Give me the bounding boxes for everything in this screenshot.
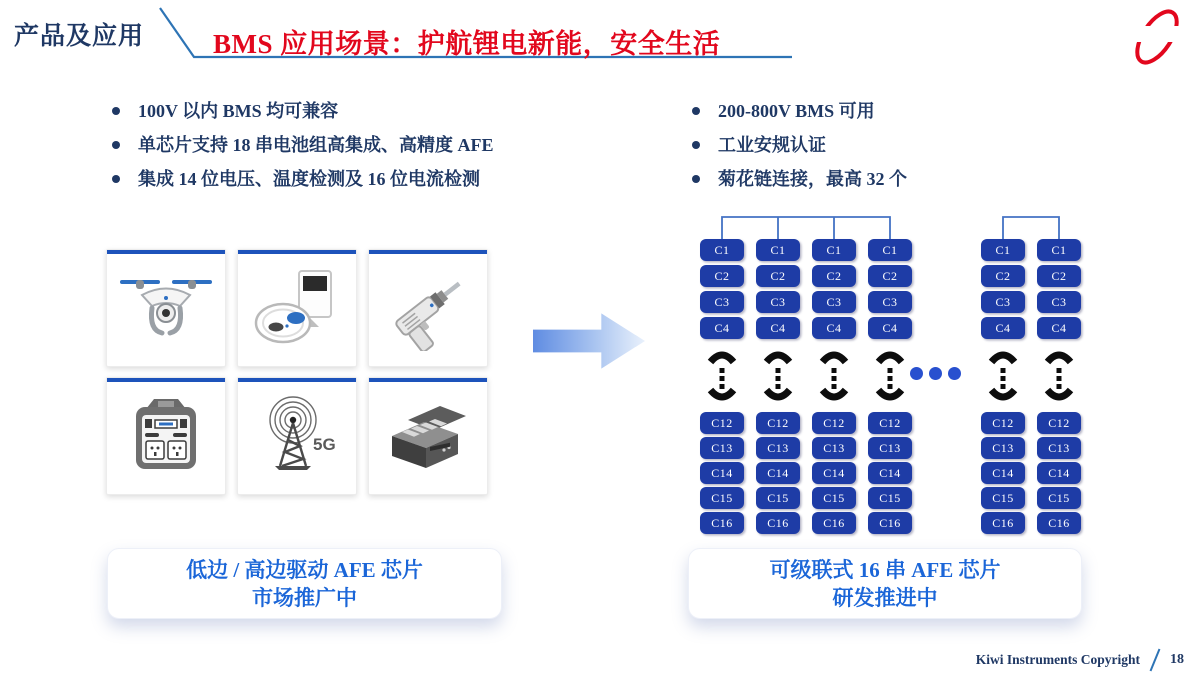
battery-cell: C1 — [868, 239, 912, 261]
battery-cell: C3 — [700, 291, 744, 313]
battery-cell: C14 — [756, 462, 800, 484]
bullet-dot-icon — [692, 175, 700, 183]
battery-cell: C14 — [1037, 462, 1081, 484]
5g-base-station-icon — [247, 392, 347, 480]
battery-cell: C12 — [700, 412, 744, 434]
portable-power-station-icon — [118, 393, 214, 479]
daisy-chain-diagram — [690, 205, 1100, 545]
bullet-item — [112, 135, 582, 155]
battery-cell: C4 — [868, 317, 912, 339]
bullet-text: 200-800V BMS 可用 — [718, 101, 875, 121]
cell-column — [812, 239, 856, 537]
bullet-text: 100V 以内 BMS 均可兼容 — [138, 101, 339, 121]
battery-cell: C12 — [981, 412, 1025, 434]
app-card-battery-pack — [368, 377, 488, 495]
battery-cell: C12 — [812, 412, 856, 434]
battery-cell: C3 — [756, 291, 800, 313]
battery-cell: C15 — [981, 487, 1025, 509]
battery-cell: C16 — [1037, 512, 1081, 534]
battery-cell: C1 — [756, 239, 800, 261]
bullet-dot-icon — [692, 141, 700, 149]
app-card-5g-base-station — [237, 377, 357, 495]
bullet-item — [112, 101, 582, 121]
battery-cell: C2 — [700, 265, 744, 287]
bullet-dot-icon — [112, 175, 120, 183]
drone-icon — [118, 268, 214, 348]
footer-slash-icon — [1149, 648, 1161, 672]
battery-cell: C14 — [868, 462, 912, 484]
cell-column — [981, 239, 1025, 537]
cell-column — [868, 239, 912, 537]
battery-cell: C15 — [756, 487, 800, 509]
battery-cell: C15 — [868, 487, 912, 509]
battery-cell: C2 — [981, 265, 1025, 287]
battery-cell: C14 — [812, 462, 856, 484]
battery-cell: C13 — [700, 437, 744, 459]
battery-cell: C4 — [1037, 317, 1081, 339]
cell-column — [700, 239, 744, 537]
battery-cell: C13 — [981, 437, 1025, 459]
bullet-item — [692, 101, 1112, 121]
vertical-ellipsis-icon — [763, 349, 793, 403]
battery-cell: C1 — [812, 239, 856, 261]
right-caption-box — [688, 548, 1082, 619]
cell-group-right — [981, 239, 1081, 537]
right-bullet-list — [692, 101, 1112, 203]
battery-cell: C3 — [981, 291, 1025, 313]
application-grid — [106, 249, 488, 495]
footer — [976, 648, 1184, 672]
battery-cell: C16 — [812, 512, 856, 534]
battery-cell: C1 — [981, 239, 1025, 261]
section-label: 产品及应用 — [14, 22, 145, 50]
bullet-item — [692, 135, 1112, 155]
battery-cell: C13 — [1037, 437, 1081, 459]
battery-cell: C4 — [981, 317, 1025, 339]
battery-cell: C16 — [700, 512, 744, 534]
5g-label: 5G — [313, 435, 336, 454]
battery-cell: C13 — [868, 437, 912, 459]
battery-cell: C3 — [868, 291, 912, 313]
robot-vacuum-icon — [249, 265, 345, 351]
battery-cell: C15 — [812, 487, 856, 509]
bullet-item — [112, 169, 582, 189]
battery-cell: C14 — [981, 462, 1025, 484]
vertical-ellipsis-icon — [819, 349, 849, 403]
cell-column — [1037, 239, 1081, 537]
vertical-ellipsis-icon — [1044, 349, 1074, 403]
right-caption-line2: 研发推进中 — [832, 585, 938, 610]
battery-cell: C4 — [700, 317, 744, 339]
battery-cell: C2 — [1037, 265, 1081, 287]
bullet-dot-icon — [112, 107, 120, 115]
battery-cell: C2 — [812, 265, 856, 287]
battery-cell: C16 — [756, 512, 800, 534]
battery-cell: C15 — [700, 487, 744, 509]
battery-cell: C4 — [812, 317, 856, 339]
battery-cell: C2 — [756, 265, 800, 287]
battery-cell: C12 — [756, 412, 800, 434]
page-title: BMS 应用场景：护航锂电新能，安全生活 — [213, 29, 721, 59]
battery-cell: C15 — [1037, 487, 1081, 509]
daisy-chain-bus — [700, 215, 912, 239]
battery-cell: C1 — [1037, 239, 1081, 261]
battery-cell: C3 — [1037, 291, 1081, 313]
bullet-dot-icon — [692, 107, 700, 115]
battery-cell: C3 — [812, 291, 856, 313]
bullet-item — [692, 169, 1112, 189]
bullet-text: 菊花链连接，最高 32 个 — [718, 169, 907, 189]
battery-cell: C13 — [812, 437, 856, 459]
left-caption-line1: 低边 / 高边驱动 AFE 芯片 — [186, 557, 423, 582]
vertical-ellipsis-icon — [707, 349, 737, 403]
bullet-text: 单芯片支持 18 串电池组高集成、高精度 AFE — [138, 135, 494, 155]
battery-cell: C1 — [700, 239, 744, 261]
electric-drill-icon — [380, 265, 476, 351]
battery-cell: C14 — [700, 462, 744, 484]
app-card-electric-drill — [368, 249, 488, 367]
battery-cell: C16 — [868, 512, 912, 534]
bullet-dot-icon — [112, 141, 120, 149]
cell-column — [756, 239, 800, 537]
logo-text-band — [1129, 26, 1185, 42]
daisy-chain-bus — [981, 215, 1081, 239]
battery-cell: C2 — [868, 265, 912, 287]
right-caption-line1: 可级联式 16 串 AFE 芯片 — [769, 557, 1001, 582]
app-card-portable-power-station — [106, 377, 226, 495]
battery-cell: C12 — [1037, 412, 1081, 434]
battery-cell: C13 — [756, 437, 800, 459]
left-caption-line2: 市场推广中 — [252, 585, 357, 610]
bullet-text: 集成 14 位电压、温度检测及 16 位电流检测 — [138, 169, 480, 189]
right-arrow — [533, 311, 645, 371]
battery-cell: C12 — [868, 412, 912, 434]
vertical-ellipsis-icon — [875, 349, 905, 403]
cell-group-left — [700, 239, 912, 537]
copyright-text: Kiwi Instruments Copyright — [975, 652, 1140, 667]
app-card-robot-vacuum — [237, 249, 357, 367]
battery-cell: C4 — [756, 317, 800, 339]
battery-pack-icon — [378, 394, 478, 478]
left-bullet-list — [112, 101, 582, 203]
page-number: 18 — [1170, 652, 1184, 667]
left-caption-box — [107, 548, 502, 619]
bullet-text: 工业安规认证 — [718, 135, 826, 155]
battery-cell: C16 — [981, 512, 1025, 534]
kiwi-logo — [1116, 4, 1198, 70]
more-columns-dots-icon — [910, 367, 961, 380]
vertical-ellipsis-icon — [988, 349, 1018, 403]
app-card-drone — [106, 249, 226, 367]
